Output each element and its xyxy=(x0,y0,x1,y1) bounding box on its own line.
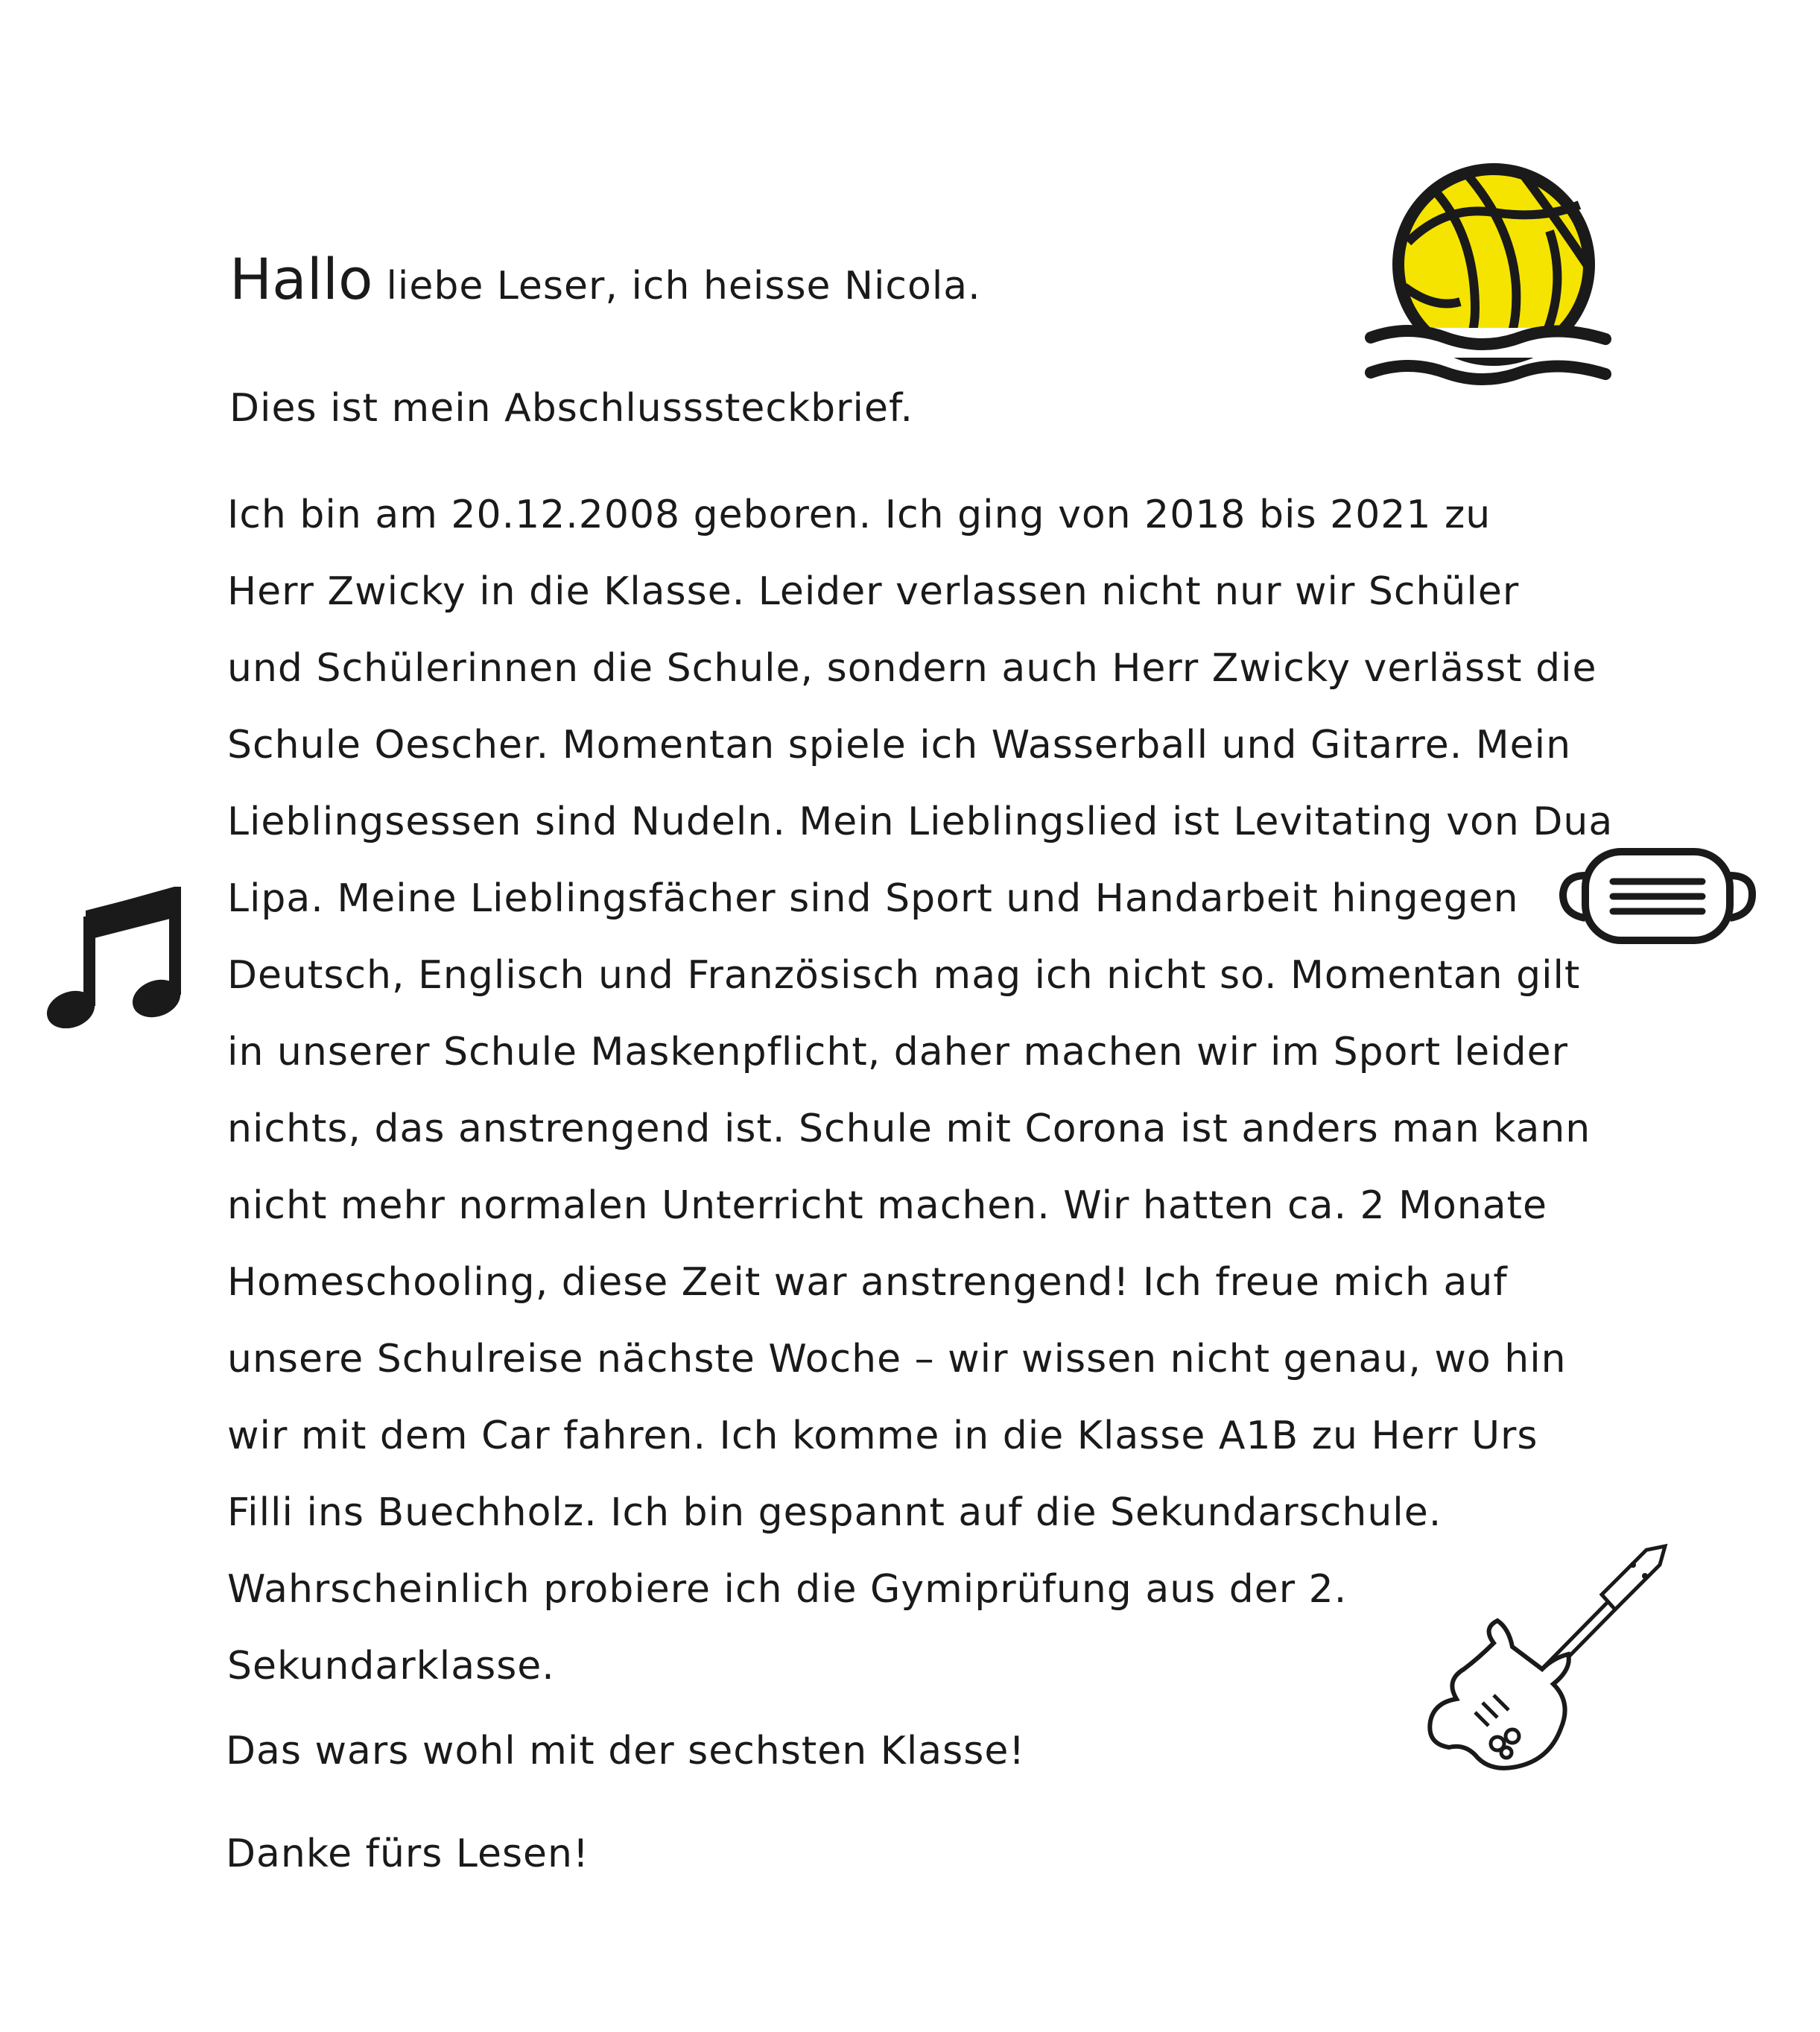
body-line: wir mit dem Car fahren. Ich komme in die Klasse A1B zu Herr Urs xyxy=(227,1414,1538,1458)
greeting-line xyxy=(229,246,981,312)
letter-body xyxy=(227,477,1643,1705)
body-line: Lipa. Meine Lieblingsfächer sind Sport und Handarbeit hingegen xyxy=(227,876,1519,921)
body-line: unsere Schulreise nächste Woche – wir wissen nicht genau, wo hin xyxy=(227,1337,1567,1381)
body-line: nichts, das anstrengend ist. Schule mit Corona ist anders man kann xyxy=(227,1107,1591,1151)
body-line: Ich bin am 20.12.2008 geboren. Ich ging von 2018 bis 2021 zu xyxy=(227,493,1491,537)
body-line: Lieblingsessen sind Nudeln. Mein Lieblingslied ist Levitating von Dua xyxy=(227,800,1614,844)
greeting-hallo: Hallo xyxy=(229,246,373,312)
body-line: in unserer Schule Maskenpflicht, daher machen wir im Sport leider xyxy=(227,1030,1568,1074)
body-line: Filli ins Buechholz. Ich bin gespannt auf die Sekundarschule. xyxy=(227,1490,1442,1535)
water-polo-ball-icon xyxy=(1363,160,1617,391)
body-line: Wahrscheinlich probiere ich die Gymiprüfung aus der 2. xyxy=(227,1567,1348,1612)
greeting-text: liebe Leser, ich heisse Nicola. xyxy=(386,264,981,308)
face-mask-icon xyxy=(1557,846,1758,946)
body-line: und Schülerinnen die Schule, sondern auch Herr Zwicky verlässt die xyxy=(227,646,1597,691)
music-note-icon xyxy=(45,887,183,1028)
body-line: Sekundarklasse. xyxy=(227,1644,555,1688)
body-line: Herr Zwicky in die Klasse. Leider verlassen nicht nur wir Schüler xyxy=(227,569,1520,614)
intro-line: Dies ist mein Abschlusssteckbrief. xyxy=(229,386,913,431)
closing-line: Das wars wohl mit der sechsten Klasse! xyxy=(226,1729,1026,1773)
thanks-line: Danke fürs Lesen! xyxy=(226,1832,589,1876)
body-line: Schule Oescher. Momentan spiele ich Wasserball und Gitarre. Mein xyxy=(227,723,1572,767)
electric-guitar-icon xyxy=(1423,1542,1669,1777)
body-line: Homeschooling, diese Zeit war anstrengend! Ich freue mich auf xyxy=(227,1260,1508,1305)
body-line: Deutsch, Englisch und Französisch mag ich nicht so. Momentan gilt xyxy=(227,953,1581,998)
body-line: nicht mehr normalen Unterricht machen. Wir hatten ca. 2 Monate xyxy=(227,1183,1548,1228)
